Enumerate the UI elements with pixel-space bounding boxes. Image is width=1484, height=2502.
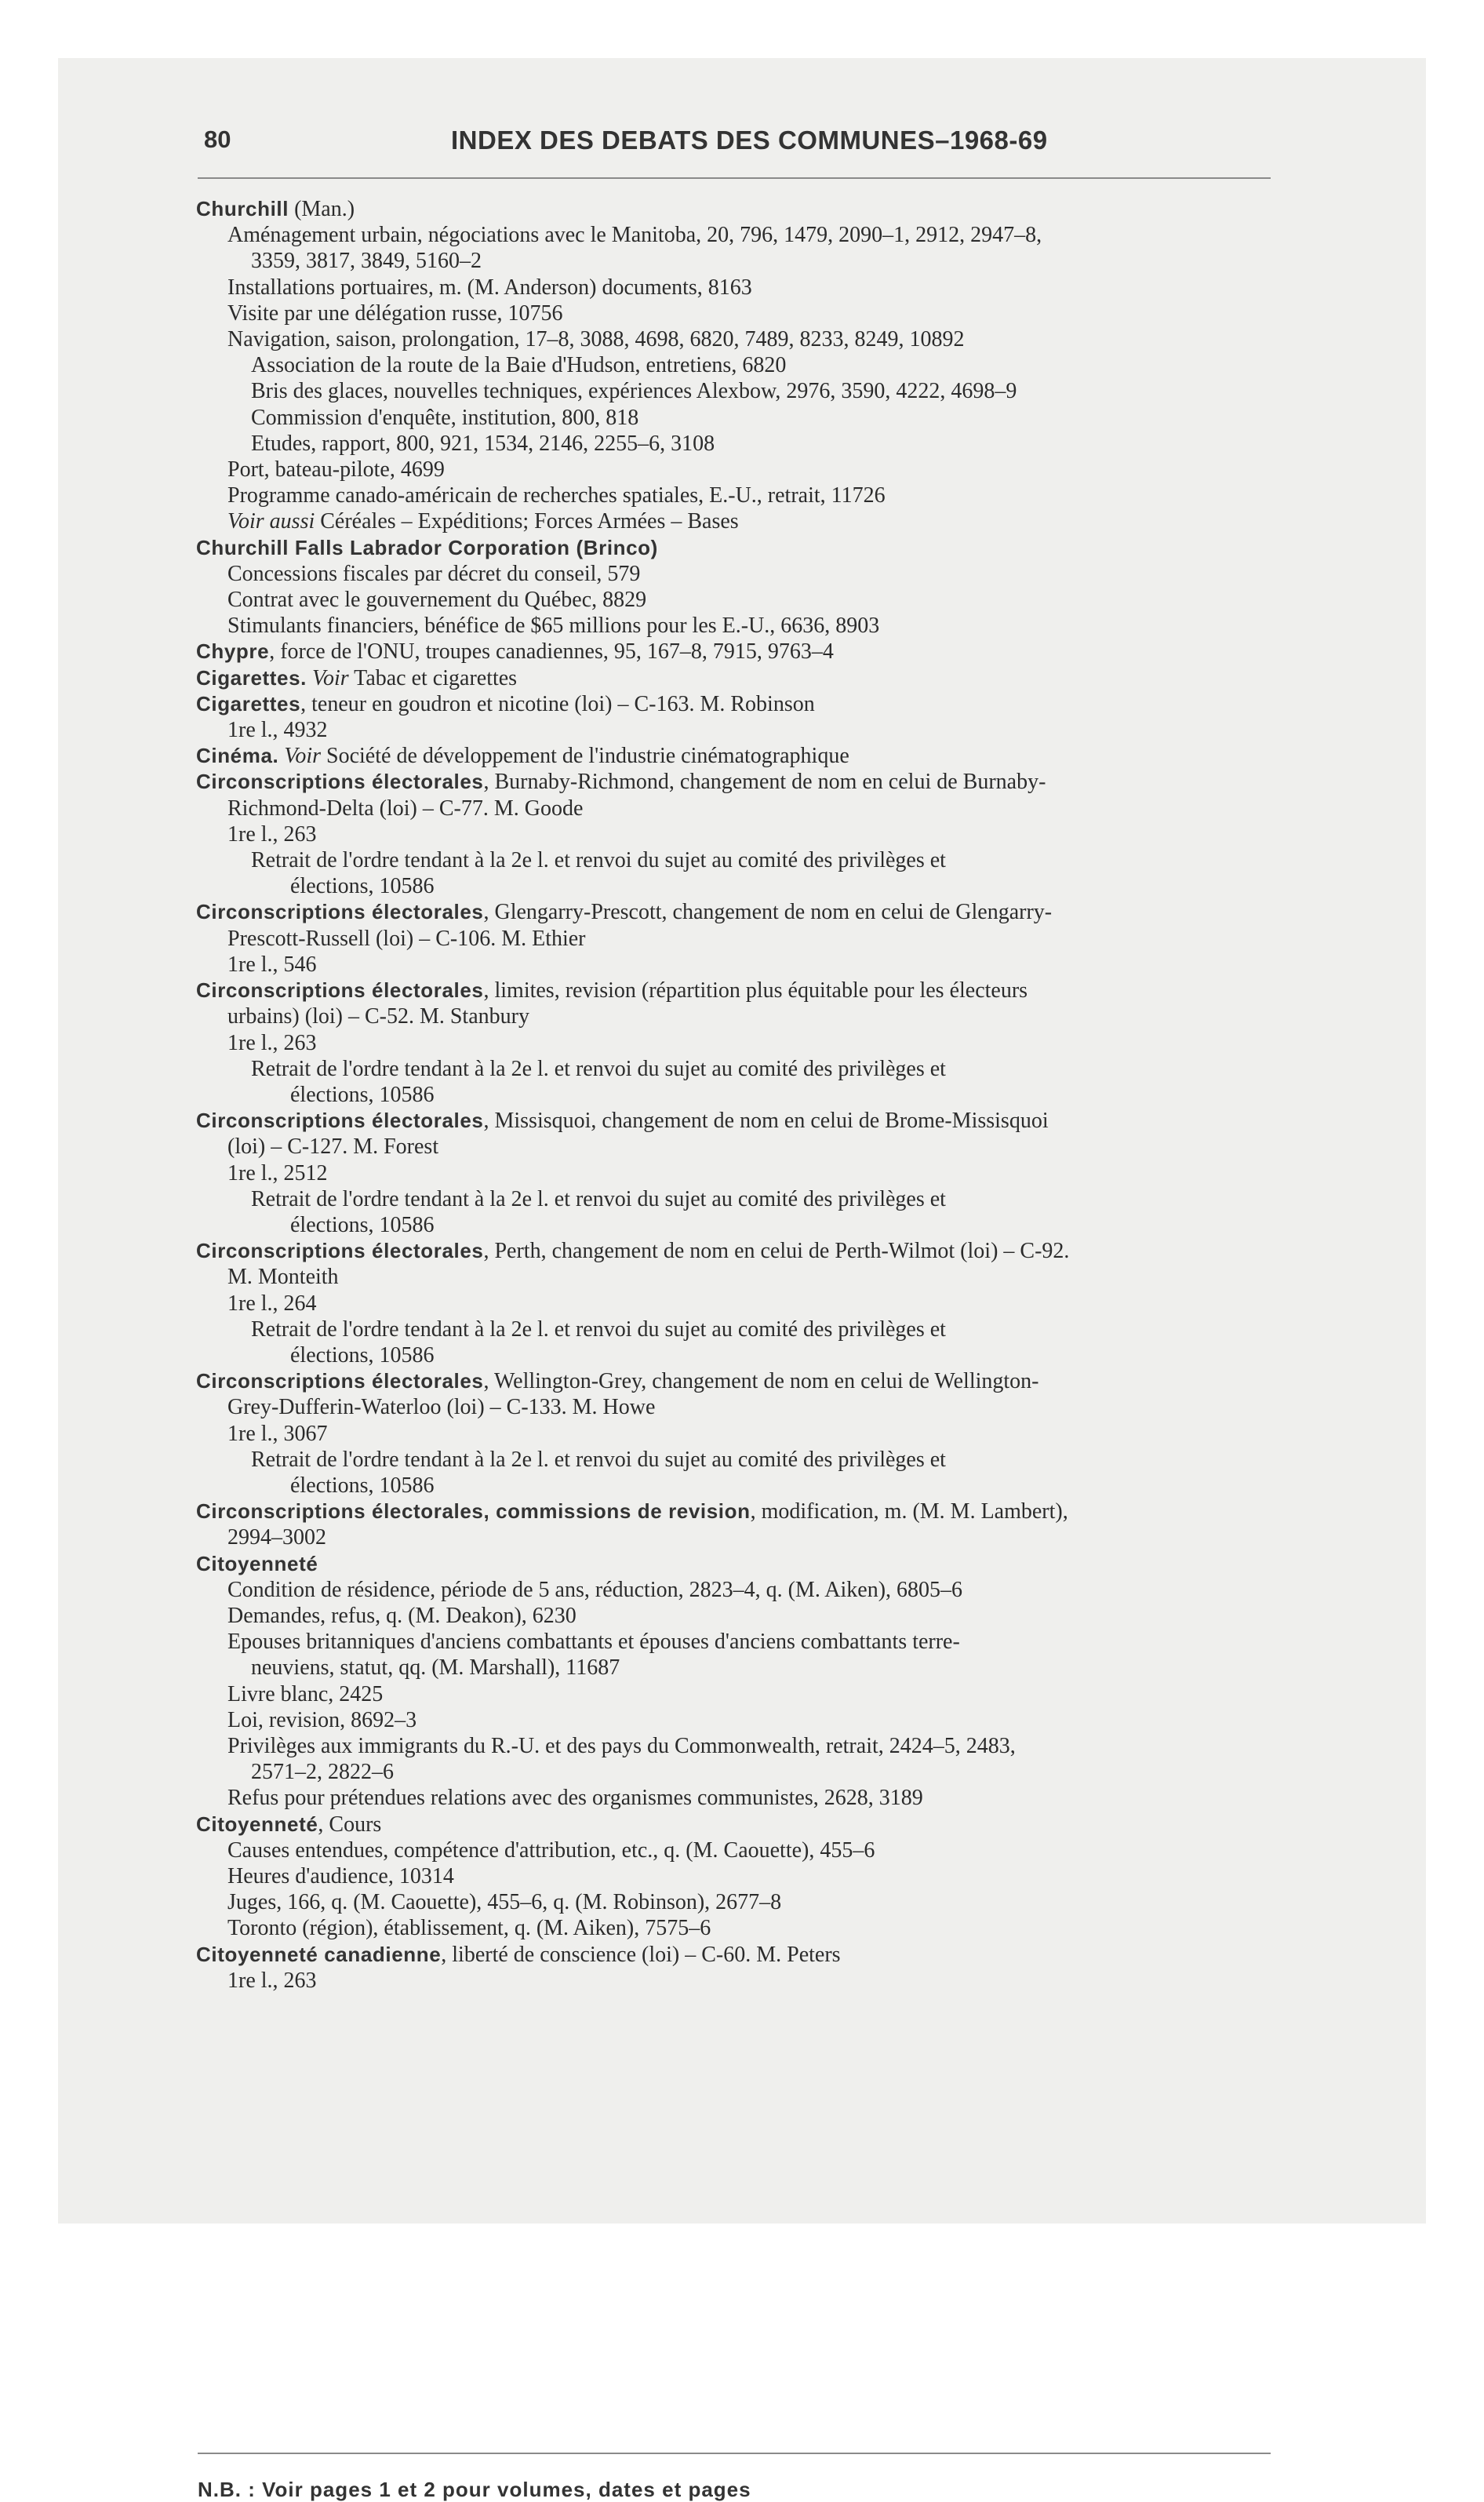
index-line (196, 1733, 1294, 1759)
entry-text: Contrat avec le gouvernement du Québec, 8829 (227, 588, 647, 613)
index-line (196, 1238, 1294, 1264)
entry-text: , limites, revision (répartition plus équitable pour les électeurs (483, 978, 1028, 1003)
entry-text: (Man.) (289, 197, 355, 221)
index-line (196, 300, 1294, 326)
entry-text (307, 666, 312, 690)
entry-text: Retrait de l'ordre tendant à la 2e l. et renvoi du sujet au comité des privilèges et (251, 1056, 946, 1081)
entry-text: Retrait de l'ordre tendant à la 2e l. et renvoi du sujet au comité des privilèges et (251, 1186, 946, 1211)
entry-text: Visite par une délégation russe, 10756 (227, 300, 563, 326)
entry-text: 1re l., 263 (227, 821, 317, 847)
entry-text: , Missisquoi, changement de nom en celui de Brome-Missisquoi (483, 1109, 1049, 1134)
index-line (196, 1968, 1294, 1994)
index-line (196, 1681, 1294, 1707)
entry-text: Bris des glaces, nouvelles techniques, expériences Alexbow, 2976, 3590, 4222, 4698–9 (251, 379, 1017, 404)
index-line (196, 743, 1294, 769)
entry-text: Causes entendues, compétence d'attribution, etc., q. (M. Caouette), 455–6 (227, 1837, 875, 1863)
entry-text: , force de l'ONU, troupes canadiennes, 95, 167–8, 7915, 9763–4 (269, 639, 834, 665)
index-line (196, 1629, 1294, 1655)
index-line (196, 508, 1294, 534)
index-line (196, 1655, 1294, 1681)
entry-text: neuviens, statut, qq. (M. Marshall), 11687 (251, 1655, 620, 1681)
entry-text: urbains) (loi) – C-52. M. Stanbury (227, 1004, 529, 1029)
entry-text: Installations portuaires, m. (M. Anderson) documents, 8163 (227, 275, 752, 300)
index-line (196, 1056, 1294, 1082)
entry-text: Prescott-Russell (loi) – C-106. M. Ethier (227, 926, 586, 951)
index-line (196, 899, 1294, 925)
entry-text: Céréales – Expéditions; Forces Armées – Bases (315, 509, 739, 534)
index-line (196, 1291, 1294, 1317)
entry-text: Epouses britanniques d'anciens combattants et épouses d'anciens combattants terre- (227, 1630, 960, 1655)
entry-text: , Cours (318, 1812, 382, 1837)
index-line (196, 1134, 1294, 1160)
index-line (196, 821, 1294, 847)
entry-text: 1re l., 2512 (227, 1160, 328, 1185)
index-line (196, 1942, 1294, 1968)
index-line (196, 1212, 1294, 1238)
index-line (196, 1759, 1294, 1785)
entry-text: 1re l., 546 (227, 952, 317, 977)
entry-text: Heures d'audience, 10314 (227, 1864, 454, 1888)
index-line (196, 1603, 1294, 1629)
index-line (196, 1812, 1294, 1837)
entry-text: Grey-Dufferin-Waterloo (loi) – C-133. M. Howe (227, 1395, 656, 1420)
index-line (196, 535, 1294, 561)
entry-text: 1re l., 264 (227, 1291, 317, 1316)
entry-text: élections, 10586 (290, 874, 435, 899)
index-line (196, 1342, 1294, 1368)
index-line (196, 926, 1294, 952)
entry-heading: Circonscriptions électorales (196, 770, 484, 794)
entry-text: élections, 10586 (290, 1473, 435, 1498)
index-line (196, 196, 1294, 222)
entry-text: , Perth, changement de nom en celui de Perth-Wilmot (loi) – C-92. (483, 1239, 1070, 1264)
entry-text: Association de la route de la Baie d'Hudson, entretiens, 6820 (251, 353, 787, 378)
index-line (196, 1577, 1294, 1603)
entry-heading: Circonscriptions électorales (196, 1239, 484, 1263)
index-line (196, 248, 1294, 274)
page-title: INDEX DES DEBATS DES COMMUNES–1968-69 (451, 126, 1048, 155)
index-line (196, 1082, 1294, 1108)
index-line (196, 613, 1294, 639)
header-rule (198, 177, 1271, 179)
index-line (196, 1160, 1294, 1186)
index-line (196, 1863, 1294, 1889)
entry-text: élections, 10586 (290, 1082, 435, 1107)
entry-text: Programme canado-américain de recherches spatiales, E.-U., retrait, 11726 (227, 483, 886, 508)
index-line (196, 431, 1294, 457)
cross-reference: Voir aussi (227, 509, 315, 534)
index-line (196, 847, 1294, 873)
index-line (196, 639, 1294, 665)
index-line (196, 1108, 1294, 1134)
index-line (196, 1785, 1294, 1811)
entry-heading: Citoyenneté (196, 1812, 318, 1836)
entry-text: M. Monteith (227, 1265, 339, 1290)
index-line (196, 1524, 1294, 1550)
index-line (196, 457, 1294, 483)
index-line (196, 952, 1294, 978)
entry-text: 1re l., 3067 (227, 1421, 328, 1446)
entry-text: Toronto (région), établissement, q. (M. Aiken), 7575–6 (227, 1916, 711, 1941)
entry-heading: Circonscriptions électorales (196, 1109, 484, 1133)
entry-text: Demandes, refus, q. (M. Deakon), 6230 (227, 1603, 577, 1628)
index-line (196, 405, 1294, 431)
entry-text: Refus pour prétendues relations avec des organismes communistes, 2628, 3189 (227, 1786, 923, 1811)
index-line (196, 691, 1294, 717)
entry-heading: Circonscriptions électorales (196, 900, 484, 924)
entry-text: Retrait de l'ordre tendant à la 2e l. et renvoi du sujet au comité des privilèges et (251, 1317, 946, 1342)
entry-heading: Circonscriptions électorales (196, 1369, 484, 1393)
entry-text: 1re l., 263 (227, 1968, 317, 1993)
entry-heading: Citoyenneté canadienne (196, 1942, 442, 1966)
page-number: 80 (204, 126, 231, 153)
entry-heading: Chypre (196, 639, 270, 664)
entry-heading: Citoyenneté (196, 1551, 318, 1575)
index-line (196, 717, 1294, 743)
entry-heading: Cigarettes (196, 691, 301, 716)
entry-text: Stimulants financiers, bénéfice de $65 millions pour les E.-U., 6636, 8903 (227, 614, 880, 639)
entry-text: Navigation, saison, prolongation, 17–8, 3088, 4698, 6820, 7489, 8233, 8249, 10892 (227, 327, 965, 352)
index-line (196, 561, 1294, 587)
entry-text: Juges, 166, q. (M. Caouette), 455–6, q. (M. Robinson), 2677–8 (227, 1890, 782, 1915)
index-line (196, 222, 1294, 248)
index-line (196, 352, 1294, 378)
index-entries (196, 196, 1294, 1994)
index-line (196, 1447, 1294, 1473)
index-line (196, 978, 1294, 1003)
index-line (196, 1889, 1294, 1915)
index-line (196, 1915, 1294, 1941)
entry-text: , Wellington-Grey, changement de nom en celui de Wellington- (483, 1369, 1039, 1394)
index-line (196, 873, 1294, 899)
index-line (196, 796, 1294, 821)
entry-text: Tabac et cigarettes (348, 665, 518, 690)
entry-heading: Churchill Falls Labrador Corporation (Brinco) (196, 535, 658, 559)
index-line (196, 1368, 1294, 1394)
entry-text: Loi, revision, 8692–3 (227, 1707, 417, 1732)
footer-rule (198, 2453, 1271, 2454)
index-line (196, 1317, 1294, 1342)
entry-heading: Churchill (196, 197, 289, 220)
entry-text: Société de développement de l'industrie cinématographique (321, 744, 849, 769)
index-line (196, 275, 1294, 300)
index-line (196, 1394, 1294, 1420)
entry-text: 1re l., 263 (227, 1030, 317, 1055)
index-line (196, 1030, 1294, 1056)
entry-text: Privilèges aux immigrants du R.-U. et des pays du Commonwealth, retrait, 2424–5, 2483, (227, 1733, 1016, 1758)
entry-text: Richmond-Delta (loi) – C-77. M. Goode (227, 796, 584, 821)
entry-text: Aménagement urbain, négociations avec le Manitoba, 20, 796, 1479, 2090–1, 2912, 2947–8, (227, 223, 1042, 248)
entry-text: , modification, m. (M. M. Lambert), (750, 1499, 1068, 1524)
entry-text: Commission d'enquête, institution, 800, 818 (251, 405, 639, 430)
entry-heading: Cigarettes. (196, 665, 307, 690)
index-line (196, 326, 1294, 352)
entry-heading: Cinéma. (196, 744, 279, 768)
cross-reference: Voir (311, 665, 349, 690)
cross-reference: Voir (284, 744, 322, 769)
index-line (196, 1551, 1294, 1577)
index-line (196, 1264, 1294, 1290)
index-line (196, 1707, 1294, 1733)
entry-text: Livre blanc, 2425 (227, 1681, 384, 1706)
entry-text: 2571–2, 2822–6 (251, 1760, 394, 1785)
entry-text: Concessions fiscales par décret du conseil, 579 (227, 561, 641, 586)
index-line (196, 1003, 1294, 1029)
entry-text: 3359, 3817, 3849, 5160–2 (251, 249, 482, 274)
index-line (196, 665, 1294, 691)
entry-text: élections, 10586 (290, 1212, 435, 1237)
entry-text: Port, bateau-pilote, 4699 (227, 457, 445, 483)
entry-text: 2994–3002 (227, 1525, 326, 1550)
index-line (196, 483, 1294, 508)
entry-text: Retrait de l'ordre tendant à la 2e l. et renvoi du sujet au comité des privilèges et (251, 1447, 946, 1472)
index-line (196, 1837, 1294, 1863)
entry-heading: Circonscriptions électorales (196, 978, 484, 1003)
index-line (196, 1421, 1294, 1447)
entry-text: élections, 10586 (290, 1342, 435, 1368)
index-line (196, 1186, 1294, 1212)
footnote: N.B. : Voir pages 1 et 2 pour volumes, dates et pages (198, 2478, 751, 2501)
entry-text: Retrait de l'ordre tendant à la 2e l. et renvoi du sujet au comité des privilèges et (251, 848, 946, 873)
index-line (196, 1473, 1294, 1499)
page-header (204, 126, 1271, 160)
entry-text: 1re l., 4932 (227, 718, 328, 743)
entry-text: Etudes, rapport, 800, 921, 1534, 2146, 2255–6, 3108 (251, 431, 715, 456)
entry-text: Condition de résidence, période de 5 ans, réduction, 2823–4, q. (M. Aiken), 6805–6 (227, 1577, 963, 1602)
index-line (196, 587, 1294, 613)
entry-heading: Circonscriptions électorales, commissions de revision (196, 1499, 751, 1524)
index-line (196, 378, 1294, 404)
entry-text: , Burnaby-Richmond, changement de nom en celui de Burnaby- (483, 770, 1046, 795)
entry-text: , liberté de conscience (loi) – C-60. M. Peters (441, 1942, 841, 1967)
entry-text: , Glengarry-Prescott, changement de nom en celui de Glengarry- (483, 900, 1053, 925)
entry-text: (loi) – C-127. M. Forest (227, 1134, 439, 1160)
index-line (196, 1499, 1294, 1524)
entry-text: , teneur en goudron et nicotine (loi) – C-163. M. Robinson (300, 691, 815, 716)
index-line (196, 769, 1294, 795)
